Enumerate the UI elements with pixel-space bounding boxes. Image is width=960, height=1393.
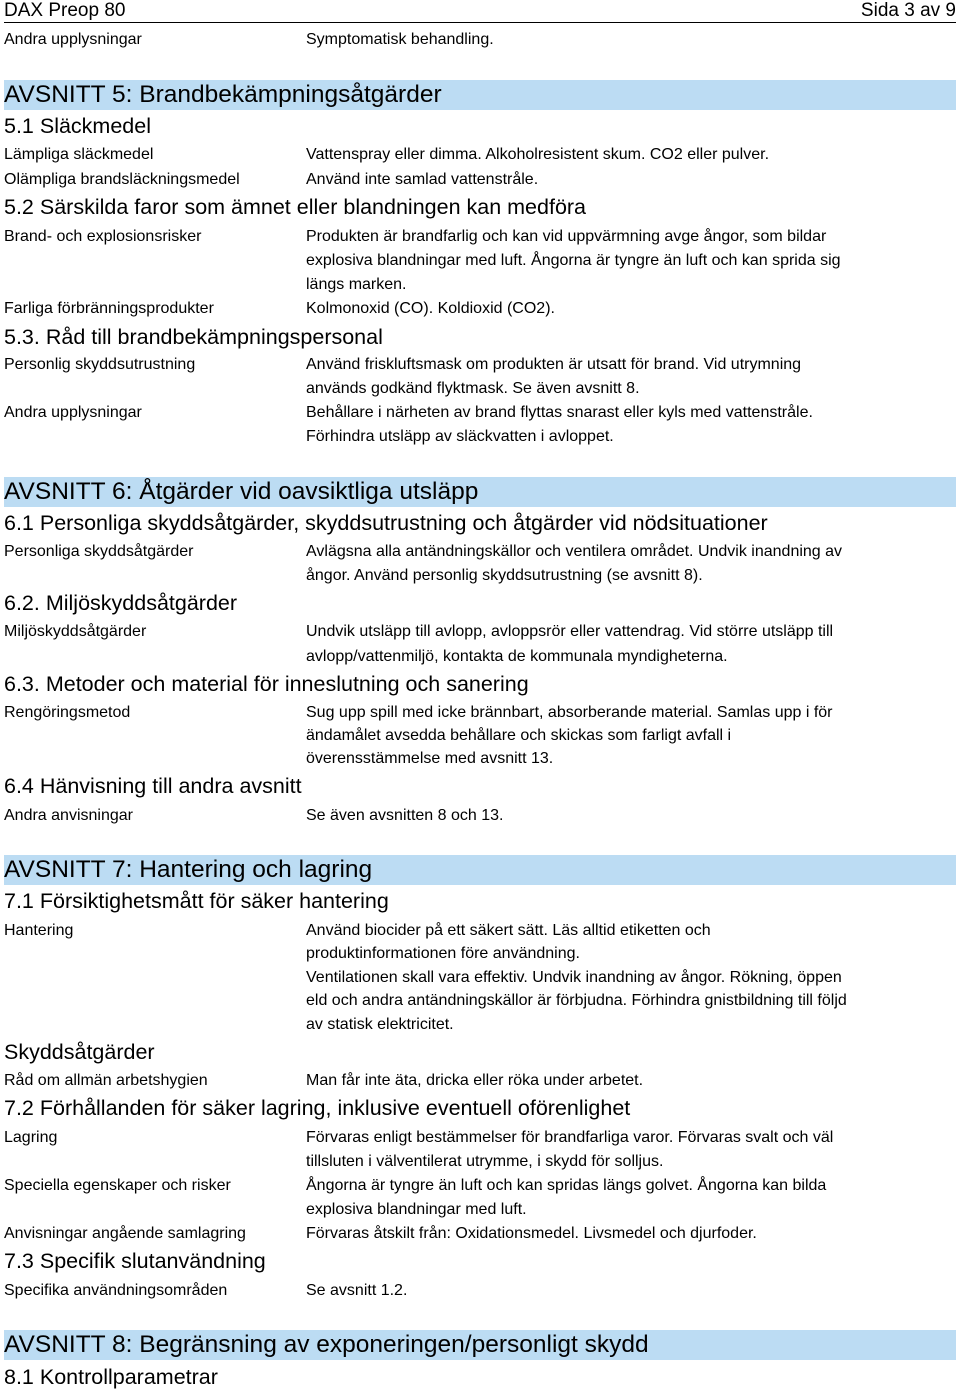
fire-explosion-risk-label: Brand- och explosionsrisker [4,228,202,245]
handling-line: av statisk elektricitet. [306,1016,454,1033]
co-storage-label: Anvisningar angående samlagring [4,1225,246,1242]
hygiene-advice-label: Råd om allmän arbetshygien [4,1072,208,1089]
fire-other-info-label: Andra upplysningar [4,404,142,421]
storage-label: Lagring [4,1129,58,1146]
cleanup-method-line: överensstämmelse med avsnitt 13. [306,750,554,767]
section-8-title: AVSNITT 8: Begränsning av exponeringen/personligt skydd [4,1331,649,1358]
handling-line: eld och andra antändningskällor är förbjudna. Förhindra gnistbildning till följd [306,992,847,1009]
subsection-7-2-heading: 7.2 Förhållanden för säker lagring, inklusive eventuell oförenlighet [4,1096,631,1120]
handling-label: Hantering [4,922,74,939]
subsection-5-2-heading: 5.2 Särskilda faror som ämnet eller blandningen kan medföra [4,195,587,219]
section-5-title: AVSNITT 5: Brandbekämpningsåtgärder [4,81,442,108]
subsection-6-1-heading: 6.1 Personliga skyddsåtgärder, skyddsutrustning och åtgärder vid nödsituationer [4,511,768,535]
storage-line: tillsluten i välventilerat utrymme, i skydd för solljus. [306,1153,664,1170]
unsuitable-extinguishing-label: Olämpliga brandsläckningsmedel [4,171,240,188]
protective-measures-heading: Skyddsåtgärder [4,1040,155,1064]
suitable-extinguishing-label: Lämpliga släckmedel [4,146,154,163]
hygiene-advice-value: Man får inte äta, dricka eller röka under arbetet. [306,1072,644,1089]
specific-uses-label: Specifika användningsområden [4,1282,228,1299]
combustion-products-value: Kolmonoxid (CO). Koldioxid (CO2). [306,300,555,317]
fire-other-info-line: Behållare i närheten av brand flyttas snarast eller kyls med vattenstråle. [306,404,813,421]
section-6-title: AVSNITT 6: Åtgärder vid oavsiktliga utsläpp [4,478,479,505]
subsection-6-2-heading: 6.2. Miljöskyddsåtgärder [4,591,238,615]
handling-line: produktinformationen före användning. [306,945,580,962]
unsuitable-extinguishing-value: Använd inte samlad vattenstråle. [306,171,539,188]
subsection-7-3-heading: 7.3 Specifik slutanvändning [4,1249,266,1273]
document-product-name: DAX Preop 80 [4,0,126,21]
handling-line: Ventilationen skall vara effektiv. Undvik inandning av ångor. Rökning, öppen [306,969,842,986]
subsection-8-1-heading: 8.1 Kontrollparametrar [4,1365,218,1389]
subsection-6-4-heading: 6.4 Hänvisning till andra avsnitt [4,774,302,798]
other-references-value: Se även avsnitten 8 och 13. [306,807,504,824]
subsection-5-1-heading: 5.1 Släckmedel [4,114,151,138]
storage-line: Förvaras enligt bestämmelser för brandfarliga varor. Förvaras svalt och väl [306,1129,834,1146]
cleanup-method-label: Rengöringsmetod [4,704,131,721]
subsection-7-1-heading: 7.1 Försiktighetsmått för säker hantering [4,889,389,913]
suitable-extinguishing-value: Vattenspray eller dimma. Alkoholresistent skum. CO2 eller pulver. [306,146,770,163]
special-properties-label: Speciella egenskaper och risker [4,1177,231,1194]
top-other-info-value: Symptomatisk behandling. [306,31,494,48]
environmental-precautions-line: avlopp/vattenmiljö, kontakta de kommunala myndigheterna. [306,648,728,665]
subsection-5-3-heading: 5.3. Råd till brandbekämpningspersonal [4,325,383,349]
special-properties-line: Ångorna är tyngre än luft och kan spridas längs golvet. Ångorna kan bilda [306,1177,827,1194]
subsection-6-3-heading: 6.3. Metoder och material för inneslutning och sanering [4,672,529,696]
specific-uses-value: Se avsnitt 1.2. [306,1282,408,1299]
co-storage-value: Förvaras åtskilt från: Oxidationsmedel. Livsmedel och djurfoder. [306,1225,757,1242]
header-divider [4,22,956,23]
environmental-precautions-label: Miljöskyddsåtgärder [4,623,147,640]
personal-precautions-line: ångor. Använd personlig skyddsutrustning (se avsnitt 8). [306,567,703,584]
section-7-title: AVSNITT 7: Hantering och lagring [4,856,373,883]
page-number: Sida 3 av 9 [860,0,956,21]
combustion-products-label: Farliga förbränningsprodukter [4,300,214,317]
cleanup-method-line: Sug upp spill med icke brännbart, absorberande material. Samlas upp i för [306,704,833,721]
personal-protective-equipment-line: Använd friskluftsmask om produkten är utsatt för brand. Vid utrymning [306,356,802,373]
personal-protective-equipment-line: används godkänd flyktmask. Se även avsnitt 8. [306,380,640,397]
personal-precautions-label: Personliga skyddsåtgärder [4,543,194,560]
cleanup-method-line: ändamålet avsedda behållare och skickas som farligt avfall i [306,727,732,744]
handling-line: Använd biocider på ett säkert sätt. Läs alltid etiketten och [306,922,711,939]
personal-precautions-line: Avlägsna alla antändningskällor och ventilera området. Undvik inandning av [306,543,843,560]
fire-explosion-risk-line: Produkten är brandfarlig och kan vid uppvärmning avge ångor, som bildar [306,228,827,245]
personal-protective-equipment-label: Personlig skyddsutrustning [4,356,196,373]
environmental-precautions-line: Undvik utsläpp till avlopp, avloppsrör eller vattendrag. Vid större utsläpp till [306,623,834,640]
fire-other-info-line: Förhindra utsläpp av släckvatten i avloppet. [306,428,614,445]
fire-explosion-risk-line: explosiva blandningar med luft. Ångorna är tyngre än luft och kan sprida sig [306,252,841,269]
fire-explosion-risk-line: längs marken. [306,276,407,293]
special-properties-line: explosiva blandningar med luft. [306,1201,527,1218]
other-references-label: Andra anvisningar [4,807,133,824]
top-other-info-label: Andra upplysningar [4,31,142,48]
